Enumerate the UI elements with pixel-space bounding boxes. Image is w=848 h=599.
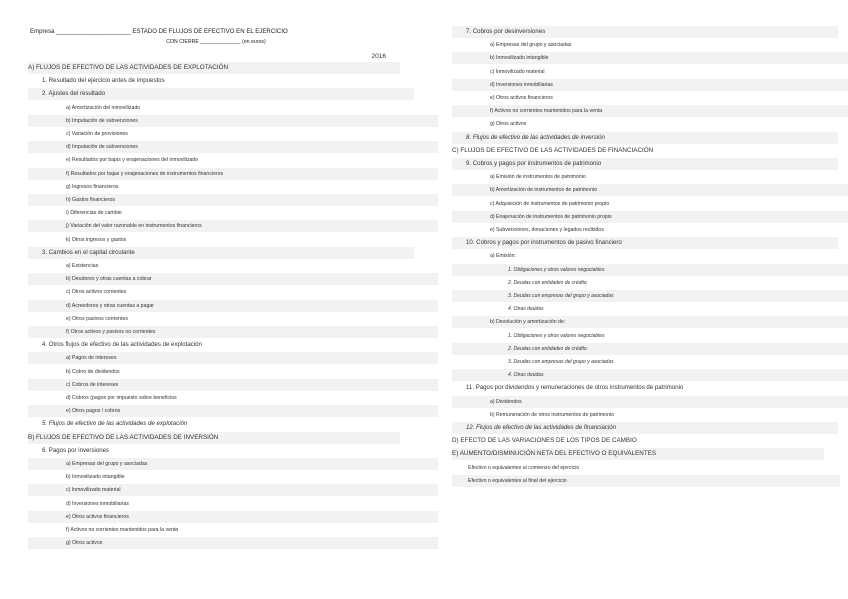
statement-row: g) Otros activos xyxy=(490,121,527,128)
statement-row: 1. Obligaciones y otros valores negociables xyxy=(452,264,848,276)
statement-row: c) Inmovilizado material xyxy=(490,68,545,75)
statement-row: 9. Cobros y pagos por instrumentos de patrimonio xyxy=(452,158,838,170)
statement-row: e) Otros pagos / cobros xyxy=(28,405,438,417)
statement-row: h) Gastos financieros xyxy=(28,194,438,206)
statement-row: i) Diferencias de cambio xyxy=(66,210,122,217)
statement-row: b) Inmovilizado intangible xyxy=(452,52,848,64)
header-title-line1: Empresa ______________________ ESTADO DE FLUJOS DE EFECTIVO EN EL EJERCICIO xyxy=(30,28,288,35)
statement-row: b) Remuneración de otros instrumentos de patrimonio xyxy=(490,411,614,418)
statement-row: c) Variación de provisiones xyxy=(66,131,128,137)
statement-row: f) Activos no corrientes mantenidos para la venta xyxy=(452,105,848,117)
statement-row: A) FLUJOS DE EFECTIVO DE LAS ACTIVIDADES DE EXPLOTACIÓN xyxy=(28,62,400,74)
statement-row: a) Empresas del grupo y asociadas xyxy=(28,458,438,470)
statement-row: b) Cobro de dividendos xyxy=(66,368,120,375)
statement-row: 2. Deudas con entidades de crédito xyxy=(508,279,587,286)
statement-row: 11. Pagos por dividendos y remuneraciones de otros instrumentos de patrimonio xyxy=(466,384,684,392)
statement-row: d) Inversiones inmobiliarias xyxy=(452,79,848,91)
statement-row: 1. Obligaciones y otros valores negociables xyxy=(508,332,605,339)
header-title-line2: CON CIERRE ______________ (en euros) xyxy=(166,39,266,45)
statement-row: 6. Pagos por inversiones xyxy=(42,446,110,454)
statement-row: a) Emisión de instrumentos de patrimonio xyxy=(490,174,586,181)
statement-row: Efectivo o equivalentes al final del ejercicio xyxy=(452,475,840,487)
statement-row: c) Inmovilizado material xyxy=(28,484,438,496)
statement-row: b) Inmovilizado intangible xyxy=(66,474,125,481)
statement-row: 7. Cobros por desinversiones xyxy=(452,26,838,38)
statement-row: g) Ingresos financieros xyxy=(66,183,119,190)
statement-row: c) Otros activos corrientes xyxy=(66,289,127,296)
statement-row: e) Resultados por bajas y enajenaciones del inmovilizado xyxy=(66,157,199,164)
statement-row: a) Emisión: xyxy=(490,253,516,260)
statement-row: Efectivo o equivalentes al comienzo del ejercicio xyxy=(468,464,580,471)
statement-row: d) Cobros (pagos por impuesto sobre beneficios xyxy=(66,395,177,401)
statement-row: f) Activos no corrientes mantenidos para la venta xyxy=(66,527,179,533)
statement-row: d) Acreedores y otras cuentas a pagar xyxy=(28,300,438,312)
statement-row: a) Existencias xyxy=(66,263,99,269)
statement-row: d) Imputación de subvenciones xyxy=(28,141,438,153)
statement-row: B) FLUJOS DE EFECTIVO DE LAS ACTIVIDADES DE INVERSIÓN xyxy=(28,432,400,444)
statement-row: 4. Otros flujos de efectivo de las actividades de explotación xyxy=(42,341,202,349)
statement-row: e) Otros activos financieros xyxy=(28,511,438,523)
statement-row: b) Imputación de subvenciones xyxy=(28,115,438,127)
statement-row: 12. Flujos de efectivo de las actividades de financiación xyxy=(452,422,838,434)
statement-row: 4. Otras deudas xyxy=(508,306,544,313)
statement-row: b) Amortización de instrumentos de patrimonio xyxy=(452,184,848,196)
statement-row: f) Resultados por bajas y enajenaciones de instrumentos financieros xyxy=(28,168,438,180)
statement-row: 3. Deudas con empresas del grupo y asociadas xyxy=(508,359,614,365)
statement-row: c) Cobros de intereses xyxy=(28,379,438,391)
statement-row: b) Deudores y otras cuentas a cobrar xyxy=(28,273,438,285)
statement-row: a) Pagos de intereses xyxy=(28,352,438,364)
statement-row: f) Otros activos y pasivos no corrientes xyxy=(28,326,438,338)
year-column-header: 2016 xyxy=(371,53,386,60)
statement-row: g) Otros activos xyxy=(28,537,438,549)
statement-row: 5. Flujos de efectivo de las actividades de explotación xyxy=(42,420,188,428)
statement-row: 8. Flujos de efectivo de las actividades de inversión xyxy=(452,132,838,144)
statement-header xyxy=(30,26,402,48)
statement-row: a) Amortización del inmovilizado xyxy=(66,104,141,111)
statement-row: 1. Resultado del ejercicio antes de impuestos xyxy=(42,77,165,85)
statement-row: 3. Deudas con empresas del grupo y asociadas xyxy=(452,290,848,302)
statement-row: e) Subvenciones, donaciones y legados recibidos xyxy=(490,227,604,233)
statement-row: 2. Ajustes del resultado xyxy=(28,88,414,100)
statement-row: j) Variación del valor razonable en instrumentos financieros xyxy=(28,220,438,232)
statement-row: 4. Otras deudas xyxy=(452,369,848,381)
statement-row: c) Adquisición de instrumentos de patrimonio propio xyxy=(490,200,610,207)
statement-row: k) Otros ingresos y gastos xyxy=(66,236,127,243)
statement-row: a) Empresas del grupo y asociadas xyxy=(490,42,572,49)
statement-row: b) Devolución y amortización de: xyxy=(452,316,848,328)
statement-row: E) AUMENTO/DISMINUCIÓN NETA DEL EFECTIVO O EQUIVALENTES xyxy=(452,448,824,460)
statement-row: D) EFECTO DE LAS VARIACIONES DE LOS TIPOS DE CAMBIO xyxy=(452,437,637,445)
statement-row: 2. Deudas con entidades de crédito xyxy=(452,343,848,355)
statement-row: a) Dividendos xyxy=(452,396,848,408)
statement-row: e) Otros activos financieros xyxy=(490,95,553,101)
statement-row: 10. Cobros y pagos por instrumentos de pasivo financiero xyxy=(452,237,838,249)
statement-row: C) FLUJOS DE EFECTIVO DE LAS ACTIVIDADES DE FINANCIACIÓN xyxy=(452,146,654,154)
statement-row: d) Inversiones inmobiliarias xyxy=(66,500,129,507)
statement-row: e) Otros pasivos corrientes xyxy=(66,315,128,322)
statement-row: d) Enajenación de instrumentos de patrimonio propio xyxy=(452,211,848,223)
statement-row: 3. Cambios en el capital circulante xyxy=(28,247,414,259)
